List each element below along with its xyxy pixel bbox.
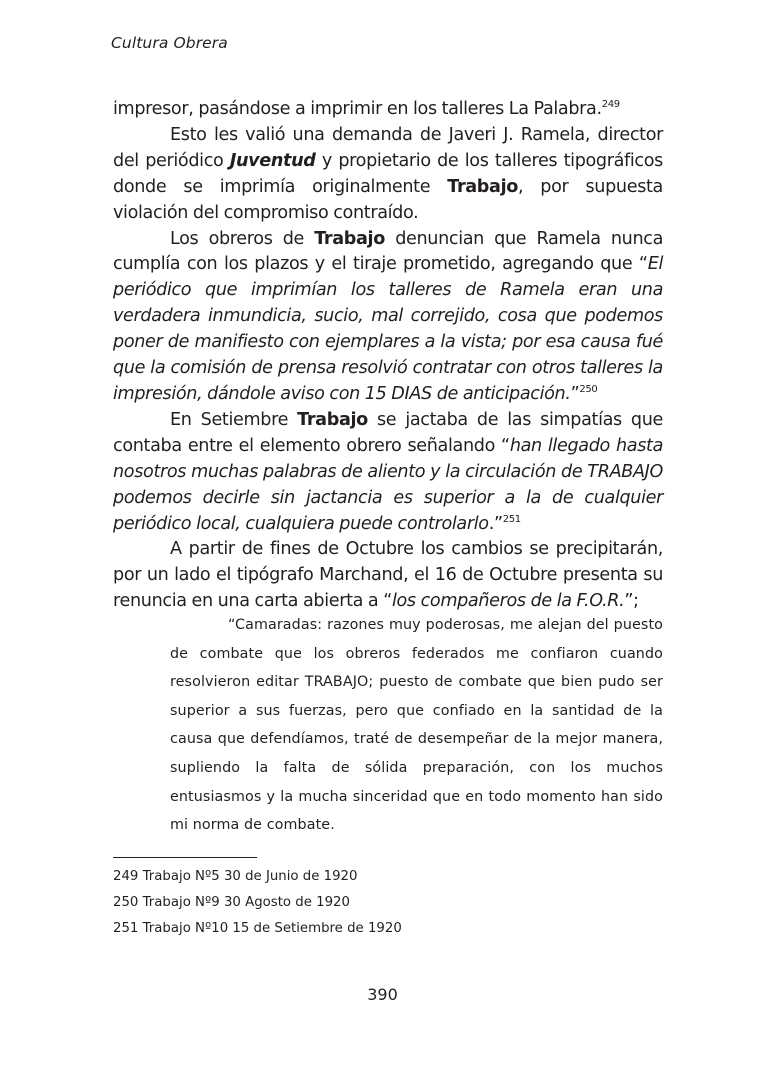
periodical-title: Trabajo xyxy=(447,176,518,197)
text-run: Esto les valió una demanda de Javeri J. Ramela, director del periódico xyxy=(113,124,663,171)
text-run: denuncian que Ramela nunca cumplía con los plazos y el tiraje prometido, agregando que “ xyxy=(113,228,663,275)
text-run: , por supuesta violación del compromiso contraído. xyxy=(113,176,663,223)
footnote-number: 250 xyxy=(113,895,139,911)
footnote-ref: 251 xyxy=(502,513,521,525)
footnotes xyxy=(113,864,402,943)
text-run: En Setiembre xyxy=(170,409,298,430)
paragraph xyxy=(113,227,663,408)
running-head: Cultura Obrera xyxy=(111,34,228,52)
footnote-ref: 250 xyxy=(579,383,598,395)
paragraph xyxy=(113,97,663,123)
footnote-divider xyxy=(113,857,257,858)
text-run: impresor, pasándose a imprimir en los talleres La Palabra. xyxy=(113,99,602,119)
paragraph xyxy=(113,123,663,227)
quoted-text: los compañeros de la F.O.R. xyxy=(391,591,625,612)
text-run: Los obreros de xyxy=(170,228,315,249)
footnote-ref: 249 xyxy=(601,99,620,110)
text-run: ” xyxy=(570,383,580,404)
block-quote xyxy=(170,611,663,840)
footnote xyxy=(113,864,402,890)
quoted-text: El periódico que imprimían los talleres de Ramela eran una verdadera inmundicia, sucio, mal correjido, cosa que podemos poner de manifiesto con ejemplares a la vista; por esa causa fué que la comisión de prensa resolvió contratar con otros talleres la impresión, dándole aviso con 15 DIAS de anticipación. xyxy=(113,254,663,404)
text-run: A partir de fines de Octubre los cambios se precipitarán, por un lado el tipógrafo Marchand, el 16 de Octubre presenta su renuncia en una carta abierta a “ xyxy=(113,539,663,612)
footnote-text: Trabajo Nº10 15 de Setiembre de 1920 xyxy=(142,921,402,937)
page-number: 390 xyxy=(367,985,398,1004)
footnote-number: 251 xyxy=(113,921,139,937)
footnote-text: Trabajo Nº9 30 Agosto de 1920 xyxy=(142,895,350,911)
footnote-number: 249 xyxy=(113,869,139,884)
footnote xyxy=(113,890,402,916)
periodical-title: Trabajo xyxy=(297,409,368,430)
body-text xyxy=(113,97,663,615)
text-run: se jactaba de las simpatías que contaba entre el elemento obrero señalando “ xyxy=(113,409,664,456)
footnote xyxy=(113,916,402,942)
text-run: .” xyxy=(488,513,503,534)
periodical-title: Juventud xyxy=(229,150,316,171)
paragraph xyxy=(113,537,663,615)
block-quote-text: “Camaradas: razones muy poderosas, me alejan del puesto de combate que los obreros federados me confiaron cuando resolvieron editar TRABAJO; puesto de combate que bien pudo ser superior a sus fuerzas, pero que confiado en la santidad de la causa que defendíamos, traté de desempeñar de la mejor manera, supliendo la falta de sólida preparación, con los muchos entusiasmos y la mucha sinceridad que en todo momento han sido mi norma de combate. xyxy=(170,617,663,834)
text-run: ”; xyxy=(624,591,639,612)
quoted-text: han llegado hasta nosotros muchas palabras de aliento y la circulación de TRABAJO podemos decirle sin jactancia es superior a la de cualquier periódico local, cualquiera puede controlarlo xyxy=(113,435,664,534)
footnote-text: Trabajo Nº5 30 de Junio de 1920 xyxy=(142,869,358,884)
paragraph xyxy=(113,408,663,538)
periodical-title: Trabajo xyxy=(314,228,385,249)
text-run: y propietario de los talleres tipográficos donde se imprimía originalmente xyxy=(113,150,663,197)
